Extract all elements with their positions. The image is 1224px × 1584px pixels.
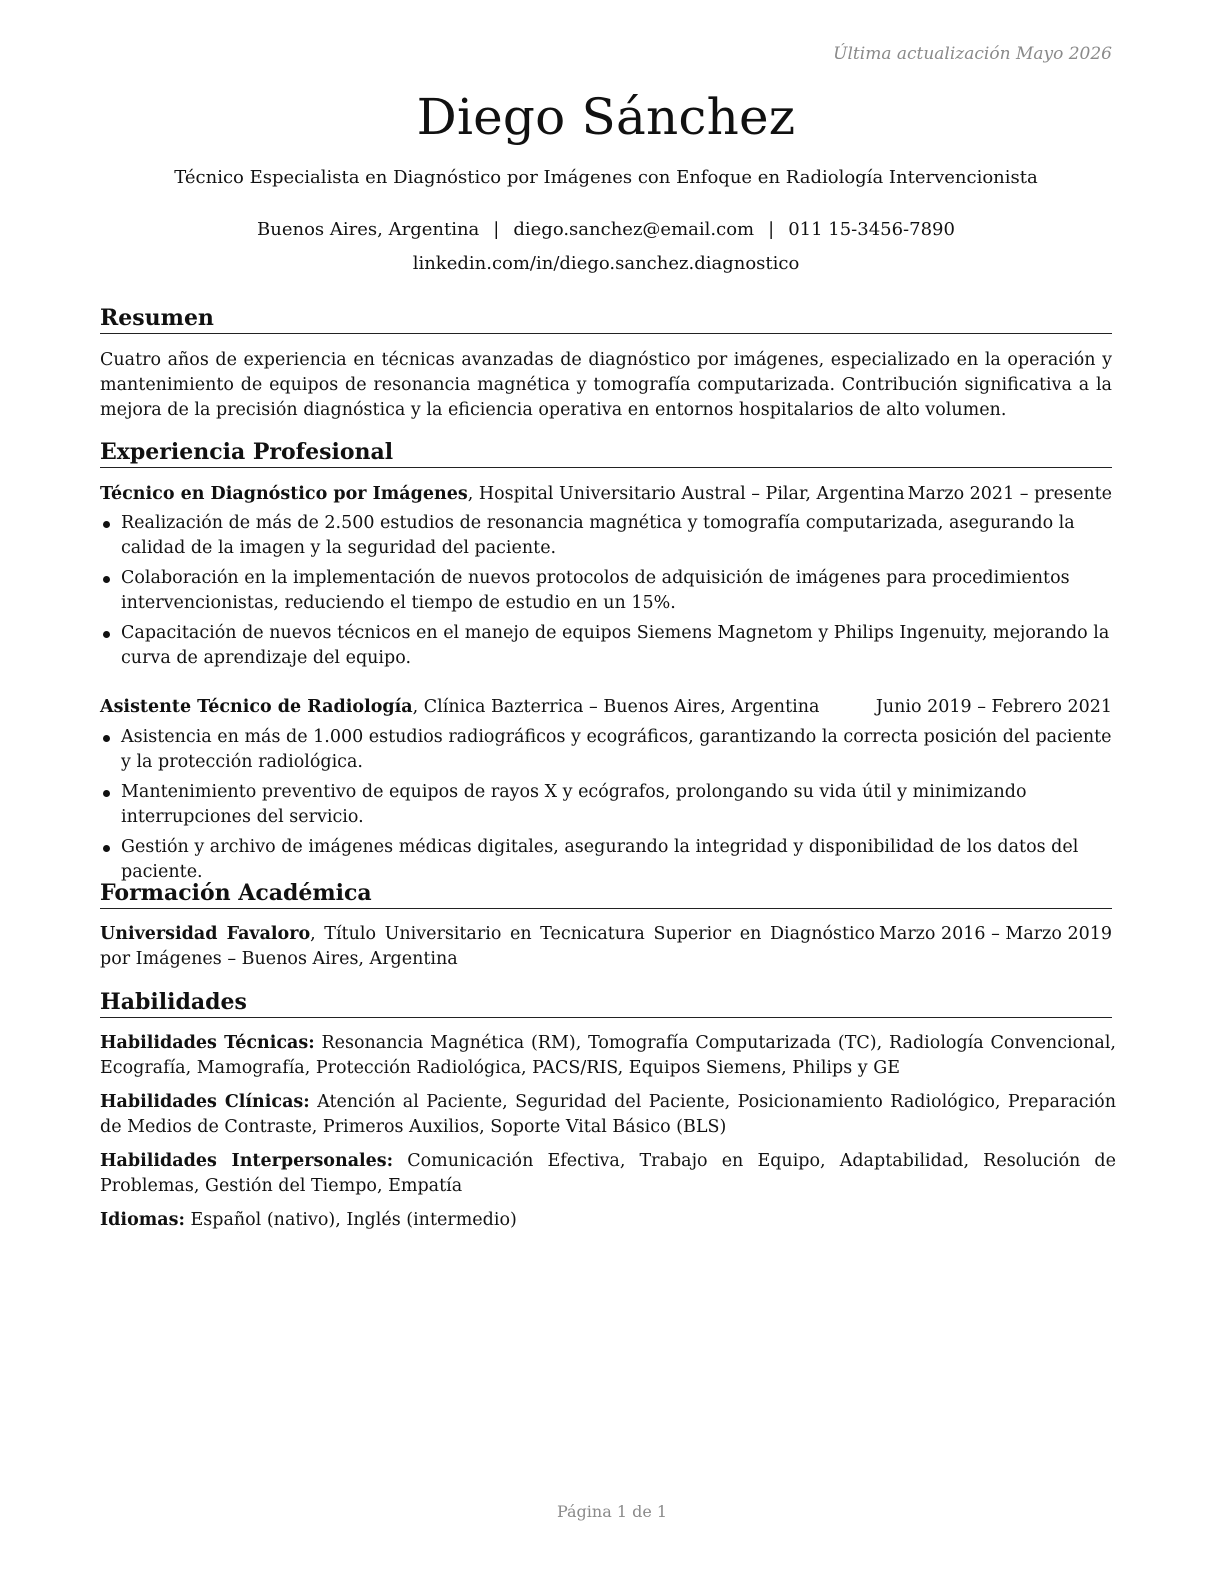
last-updated: Última actualización Mayo 2026 — [833, 44, 1112, 64]
bullet-icon — [103, 521, 110, 528]
headline: Técnico Especialista en Diagnóstico por Imágenes con Enfoque en Radiología Intervencionista — [174, 167, 1038, 188]
skill-label: Idiomas: — [100, 1210, 185, 1230]
education-dates: Marzo 2016 – Marzo 2019 — [878, 924, 1112, 944]
linkedin-link[interactable]: linkedin.com/in/diego.sanchez.diagnostico — [412, 253, 800, 274]
job-place: , Clínica Bazterrica – Buenos Aires, Argentina — [412, 697, 820, 717]
skill-text: Atención al Paciente, Seguridad del Paciente, Posicionamiento Radiológico, Preparación de Medios de Contraste, Primeros Auxilios, Soporte Vital Básico (BLS) — [100, 1092, 1116, 1137]
email-link[interactable]: diego.sanchez@email.com — [513, 219, 755, 240]
job-place: , Hospital Universitario Austral – Pilar, Argentina — [467, 484, 905, 504]
contact-line — [100, 219, 1112, 240]
job-header — [100, 482, 1112, 507]
list-item — [100, 835, 1116, 885]
location: Buenos Aires, Argentina — [257, 219, 480, 240]
bullet-icon — [103, 790, 110, 797]
skill-text: Español (nativo), Inglés (intermedio) — [184, 1210, 517, 1230]
bullet-text: Colaboración en la implementación de nuevos protocolos de adquisición de imágenes para procedimientos intervencionistas, reduciendo el tiempo de estudio en un 15%. — [121, 568, 1070, 613]
candidate-name: Diego Sánchez — [416, 88, 796, 146]
summary-text: Cuatro años de experiencia en técnicas avanzadas de diagnóstico por imágenes, especializado en la operación y mantenimiento de equipos de resonancia magnética y tomografía computarizada. Contribución significativa a la mejora de la precisión diagnóstica y la eficiencia operativa en entornos hospitalarios de alto volumen. — [100, 350, 1112, 420]
bullet-icon — [103, 576, 110, 583]
bullet-text: Realización de más de 2.500 estudios de resonancia magnética y tomografía computarizada, asegurando la calidad de la imagen y la seguridad del paciente. — [121, 513, 1075, 558]
education-entry — [100, 922, 1112, 972]
job-dates: Junio 2019 – Febrero 2021 — [875, 697, 1112, 717]
skill-label: Habilidades Técnicas: — [100, 1033, 315, 1053]
institution: Universidad Favaloro — [100, 924, 311, 944]
section-title-education: Formación Académica — [100, 879, 1112, 909]
bullet-icon — [103, 735, 110, 742]
list-item — [100, 511, 1116, 561]
bullet-text: Gestión y archivo de imágenes médicas digitales, asegurando la integridad y disponibilidad de los datos del paciente. — [121, 837, 1079, 882]
bullet-icon — [103, 631, 110, 638]
job-bullets — [100, 511, 1116, 676]
page-number: Página 1 de 1 — [556, 1502, 668, 1521]
phone: 011 15-3456-7890 — [788, 219, 955, 240]
skill-group-languages — [100, 1208, 1116, 1233]
education-text — [100, 922, 875, 972]
list-item — [100, 621, 1116, 671]
skill-group-interpersonal — [100, 1149, 1116, 1199]
section-title-skills: Habilidades — [100, 988, 1112, 1018]
skill-text: Comunicación Efectiva, Trabajo en Equipo, Adaptabilidad, Resolución de Problemas, Gestión del Tiempo, Empatía — [100, 1151, 1116, 1196]
job-role: Técnico en Diagnóstico por Imágenes — [100, 484, 468, 504]
separator: | — [768, 219, 775, 240]
separator: | — [493, 219, 500, 240]
skill-label: Habilidades Interpersonales: — [100, 1151, 394, 1171]
bullet-text: Mantenimiento preventivo de equipos de rayos X y ecógrafos, prolongando su vida útil y minimizando interrupciones del servicio. — [121, 782, 1027, 827]
list-item — [100, 566, 1116, 616]
bullet-icon — [103, 845, 110, 852]
job-dates: Marzo 2021 – presente — [907, 484, 1112, 504]
bullet-text: Capacitación de nuevos técnicos en el manejo de equipos Siemens Magnetom y Philips Ingenuity, mejorando la curva de aprendizaje del equipo. — [121, 623, 1110, 668]
list-item — [100, 725, 1116, 775]
degree: , Título Universitario en Tecnicatura Superior en Diagnóstico por Imágenes – Buenos Aires, Argentina — [100, 924, 875, 969]
skill-group-technical — [100, 1031, 1116, 1081]
list-item — [100, 780, 1116, 830]
section-title-summary: Resumen — [100, 304, 1112, 334]
section-title-experience: Experiencia Profesional — [100, 438, 1112, 468]
bullet-text: Asistencia en más de 1.000 estudios radiográficos y ecográficos, garantizando la correcta posición del paciente y la protección radiológica. — [121, 727, 1112, 772]
skill-text: Resonancia Magnética (RM), Tomografía Computarizada (TC), Radiología Convencional, Ecografía, Mamografía, Protección Radiológica, PACS/RIS, Equipos Siemens, Philips y GE — [100, 1033, 1116, 1078]
skill-group-clinical — [100, 1090, 1116, 1140]
job-header — [100, 695, 1112, 720]
skill-label: Habilidades Clínicas: — [100, 1092, 310, 1112]
job-bullets — [100, 725, 1116, 890]
job-role: Asistente Técnico de Radiología — [100, 697, 413, 717]
